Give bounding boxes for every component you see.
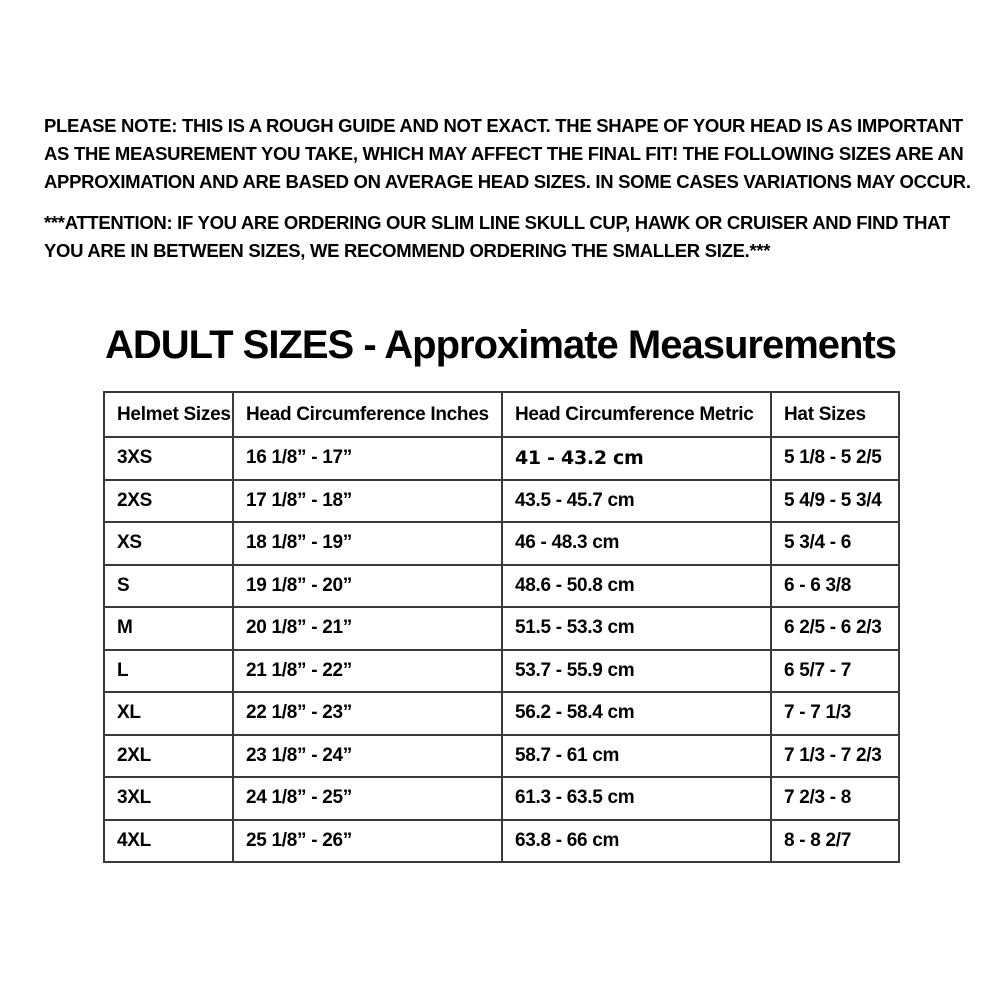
cell-metric-range: 51.5 - 53.3 cm (502, 607, 771, 650)
cell-hat-size-range: 5 4/9 - 5 3/4 (771, 480, 899, 523)
cell-helmet-size: 4XL (104, 820, 233, 863)
cell-helmet-size: 2XL (104, 735, 233, 778)
column-header-circumference-inches: Head Circumference Inches (233, 392, 502, 437)
attention-line: ***ATTENTION: IF YOU ARE ORDERING OUR SLIM LINE SKULL CUP, HAWK OR CRUISER AND FIND THAT (44, 212, 950, 233)
column-header-helmet-sizes: Helmet Sizes (104, 392, 233, 437)
cell-inches-range: 18 1/8” - 19” (233, 522, 502, 565)
cell-hat-size-range: 8 - 8 2/7 (771, 820, 899, 863)
please-note-line: APPROXIMATION AND ARE BASED ON AVERAGE HEAD SIZES. IN SOME CASES VARIATIONS MAY OCCUR. (44, 171, 971, 192)
cell-hat-size-range: 5 3/4 - 6 (771, 522, 899, 565)
cell-metric-range: 53.7 - 55.9 cm (502, 650, 771, 693)
table-row (104, 437, 899, 480)
cell-hat-size-range: 6 - 6 3/8 (771, 565, 899, 608)
cell-inches-range: 23 1/8” - 24” (233, 735, 502, 778)
table-row (104, 650, 899, 693)
cell-inches-range: 24 1/8” - 25” (233, 777, 502, 820)
cell-metric-range: 56.2 - 58.4 cm (502, 692, 771, 735)
page-title: ADULT SIZES - Approximate Measurements (104, 323, 897, 367)
table-row (104, 820, 899, 863)
cell-metric-range: 63.8 - 66 cm (502, 820, 771, 863)
cell-hat-size-range: 7 - 7 1/3 (771, 692, 899, 735)
adult-sizes-table (103, 391, 900, 863)
column-header-hat-sizes: Hat Sizes (771, 392, 899, 437)
please-note-line: AS THE MEASUREMENT YOU TAKE, WHICH MAY AFFECT THE FINAL FIT! THE FOLLOWING SIZES ARE AN (44, 143, 964, 164)
cell-metric-range: 48.6 - 50.8 cm (502, 565, 771, 608)
cell-inches-range: 16 1/8” - 17” (233, 437, 502, 480)
attention-line: YOU ARE IN BETWEEN SIZES, WE RECOMMEND ORDERING THE SMALLER SIZE.*** (44, 240, 771, 261)
cell-inches-range: 21 1/8” - 22” (233, 650, 502, 693)
cell-hat-size-range: 6 5/7 - 7 (771, 650, 899, 693)
table-row (104, 777, 899, 820)
please-note-paragraph (44, 112, 971, 196)
cell-hat-size-range: 7 2/3 - 8 (771, 777, 899, 820)
table-header-row (104, 392, 899, 437)
cell-metric-range: 46 - 48.3 cm (502, 522, 771, 565)
table-row (104, 565, 899, 608)
table-row (104, 522, 899, 565)
cell-inches-range: 22 1/8” - 23” (233, 692, 502, 735)
cell-helmet-size: XL (104, 692, 233, 735)
cell-metric-range: 58.7 - 61 cm (502, 735, 771, 778)
table-row (104, 480, 899, 523)
cell-metric-range: 61.3 - 63.5 cm (502, 777, 771, 820)
column-header-circumference-metric: Head Circumference Metric (502, 392, 771, 437)
cell-helmet-size: 2XS (104, 480, 233, 523)
table-row (104, 607, 899, 650)
cell-helmet-size: 3XL (104, 777, 233, 820)
cell-helmet-size: XS (104, 522, 233, 565)
attention-paragraph (44, 209, 956, 265)
table-row (104, 692, 899, 735)
cell-helmet-size: L (104, 650, 233, 693)
cell-inches-range: 20 1/8” - 21” (233, 607, 502, 650)
cell-metric-range: 41 - 43.2 cm (502, 437, 771, 480)
cell-inches-range: 19 1/8” - 20” (233, 565, 502, 608)
please-note-line: PLEASE NOTE: THIS IS A ROUGH GUIDE AND NOT EXACT. THE SHAPE OF YOUR HEAD IS AS IMPORTANT (44, 115, 963, 136)
cell-hat-size-range: 5 1/8 - 5 2/5 (771, 437, 899, 480)
cell-hat-size-range: 7 1/3 - 7 2/3 (771, 735, 899, 778)
cell-inches-range: 25 1/8” - 26” (233, 820, 502, 863)
cell-helmet-size: 3XS (104, 437, 233, 480)
cell-hat-size-range: 6 2/5 - 6 2/3 (771, 607, 899, 650)
cell-inches-range: 17 1/8” - 18” (233, 480, 502, 523)
cell-helmet-size: S (104, 565, 233, 608)
cell-metric-range: 43.5 - 45.7 cm (502, 480, 771, 523)
cell-helmet-size: M (104, 607, 233, 650)
table-row (104, 735, 899, 778)
